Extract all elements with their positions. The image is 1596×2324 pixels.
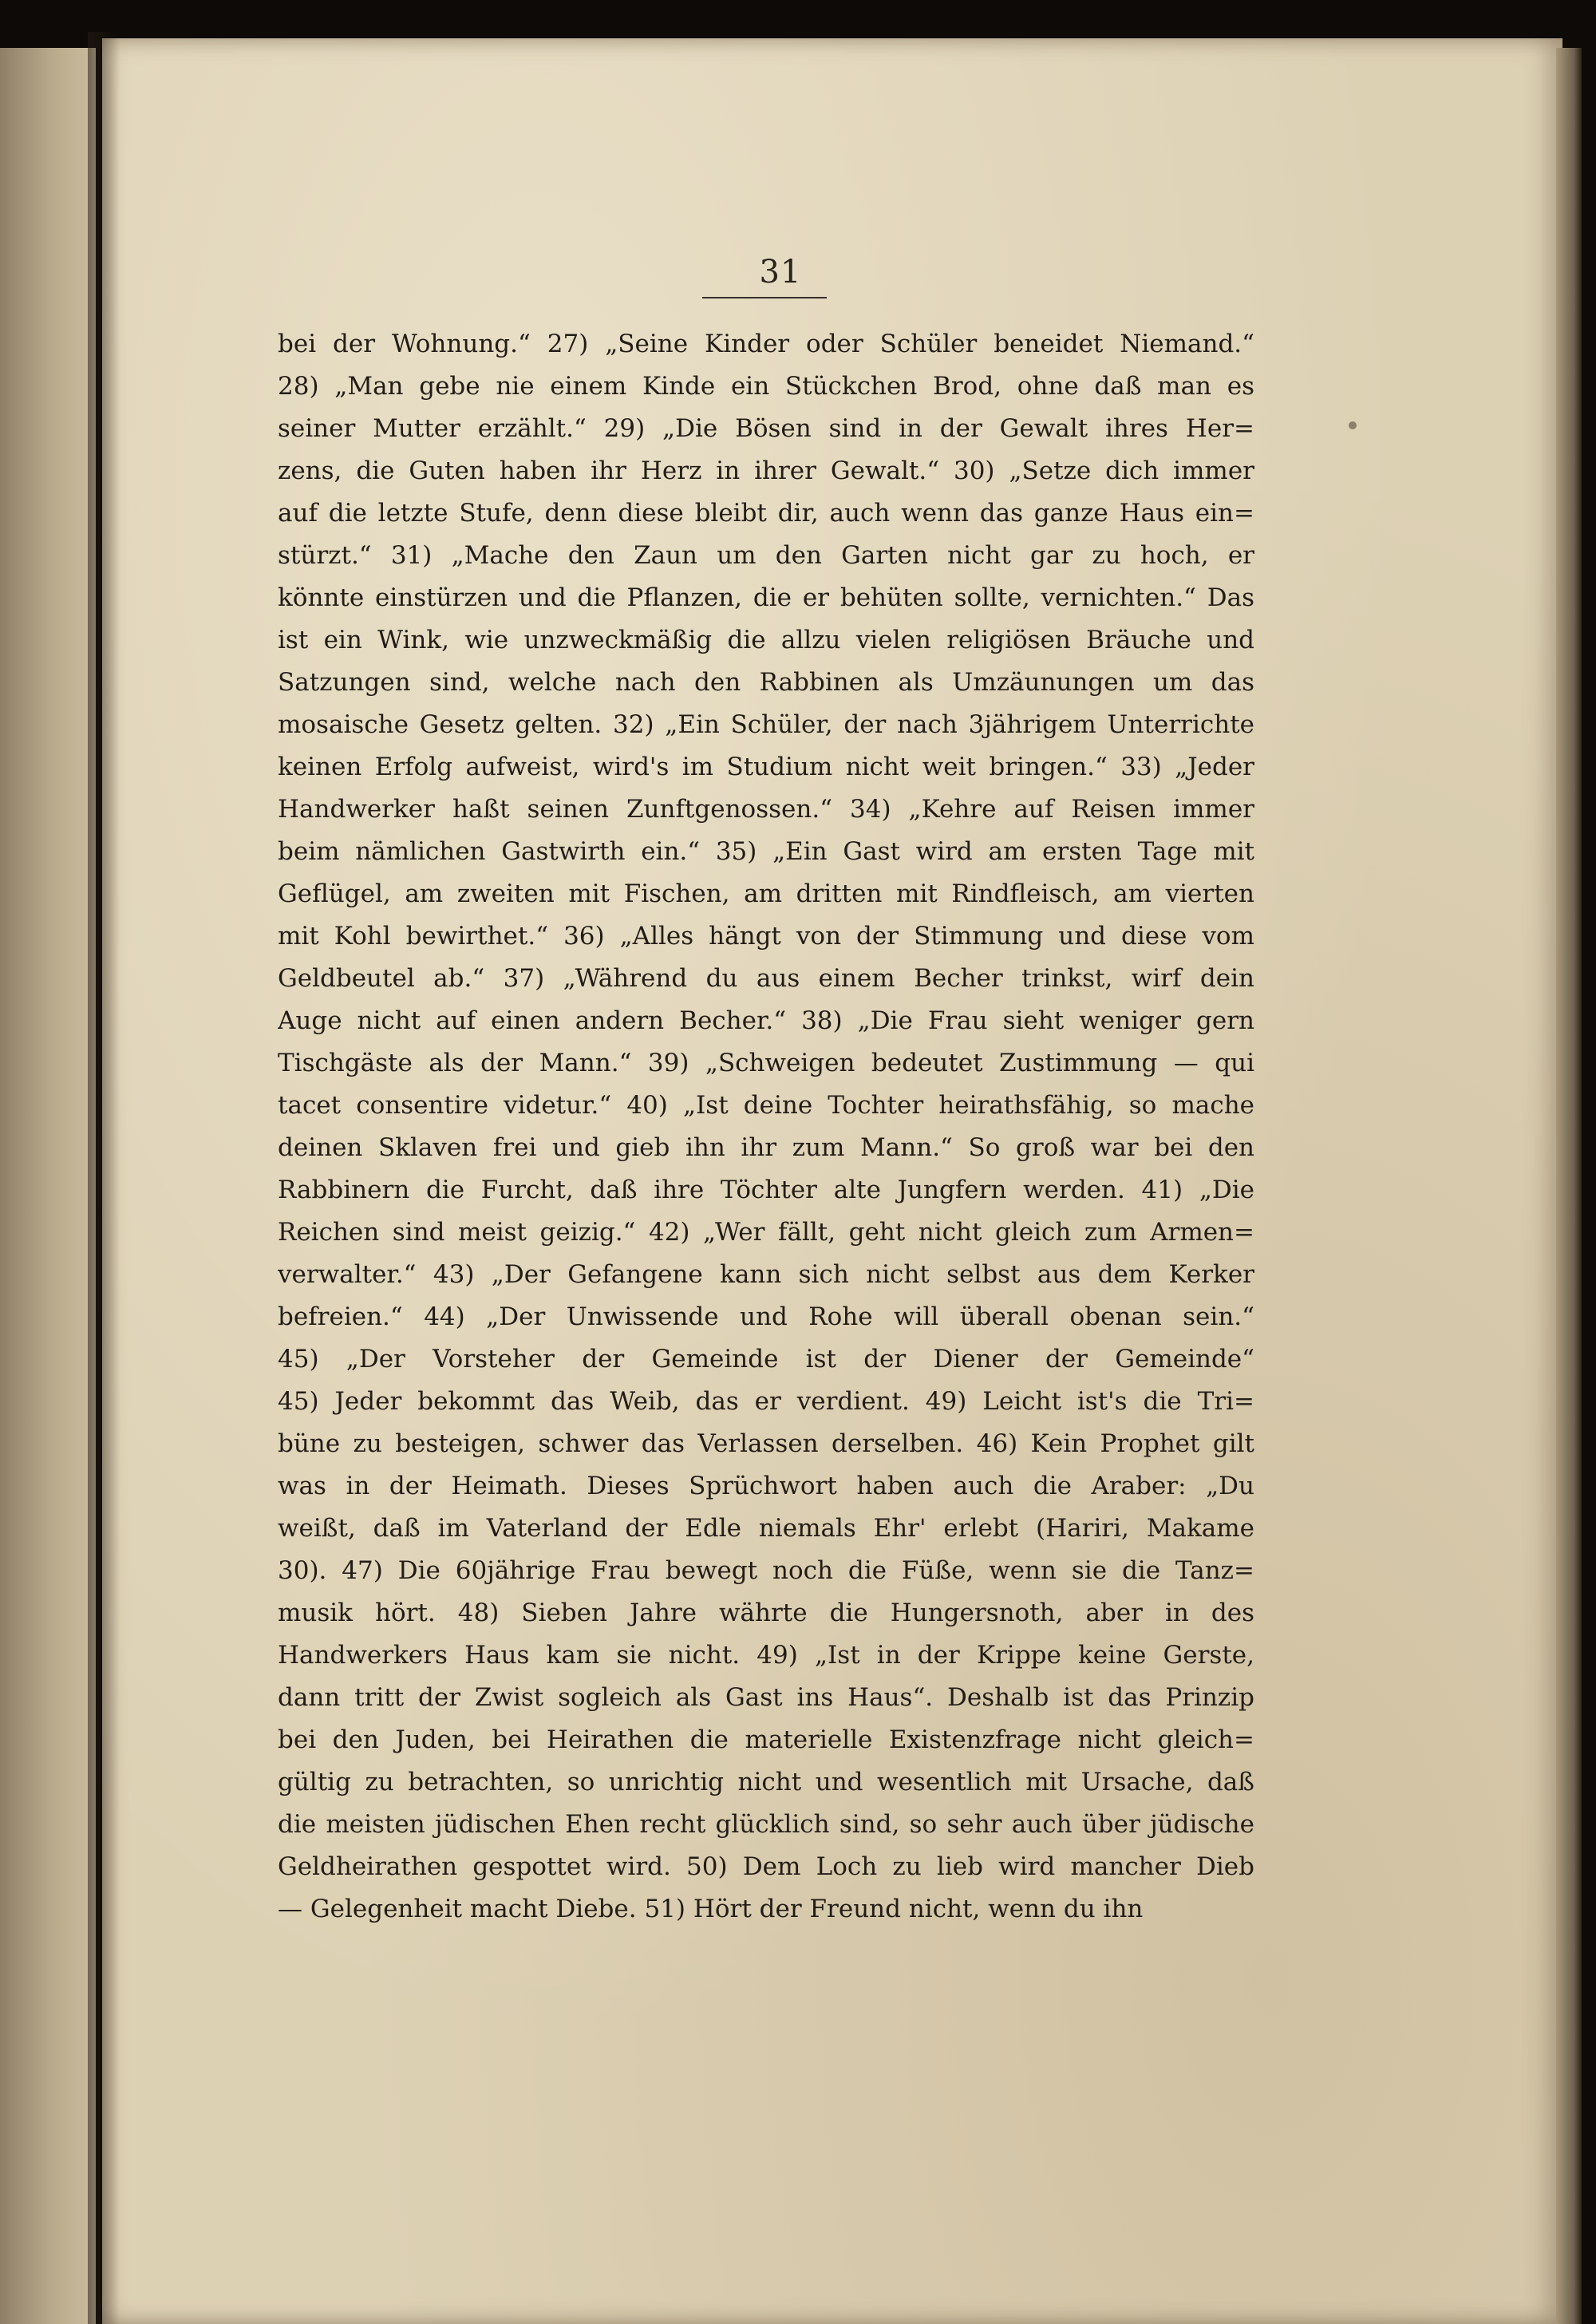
page-edge-right — [1556, 48, 1582, 2324]
text-line: mosaische Gesetz gelten. 32) „Ein Schüler, der nach 3jährigem Unterrichte — [278, 710, 1254, 739]
text-line: weißt, daß im Vaterland der Edle niemals Ehr' erlebt (Hariri, Makame — [278, 1514, 1254, 1543]
text-line: musik hört. 48) Sieben Jahre währte die Hungersnoth, aber in des — [278, 1599, 1254, 1627]
text-line: beim nämlichen Gastwirth ein.“ 35) „Ein Gast wird am ersten Tage mit — [278, 837, 1254, 866]
text-line: deinen Sklaven frei und gieb ihn ihr zum Mann.“ So groß war bei den — [278, 1133, 1254, 1162]
text-line: befreien.“ 44) „Der Unwissende und Rohe will überall obenan sein.“ — [278, 1302, 1254, 1331]
text-line: was in der Heimath. Dieses Sprüchwort haben auch die Araber: „Du — [278, 1472, 1254, 1500]
text-line: 30). 47) Die 60jährige Frau bewegt noch die Füße, wenn sie die Tanz= — [278, 1556, 1254, 1585]
text-line: 28) „Man gebe nie einem Kinde ein Stückchen Brod, ohne daß man es — [278, 372, 1254, 401]
text-line: dann tritt der Zwist sogleich als Gast ins Haus“. Deshalb ist das Prinzip — [278, 1683, 1254, 1712]
text-line: die meisten jüdischen Ehen recht glücklich sind, so sehr auch über jüdische — [278, 1810, 1254, 1839]
text-line: Geldbeutel ab.“ 37) „Während du aus einem Becher trinkst, wirf dein — [278, 964, 1254, 993]
text-line: Handwerkers Haus kam sie nicht. 49) „Ist in der Krippe keine Gerste, — [278, 1641, 1254, 1670]
text-line: Satzungen sind, welche nach den Rabbinen als Umzäunungen um das — [278, 668, 1254, 697]
page-number-rule — [702, 297, 827, 298]
text-line: büne zu besteigen, schwer das Verlassen derselben. 46) Kein Prophet gilt — [278, 1429, 1254, 1458]
text-line: keinen Erfolg aufweist, wird's im Studium nicht weit bringen.“ 33) „Jeder — [278, 753, 1254, 781]
text-line: seiner Mutter erzählt.“ 29) „Die Bösen sind in der Gewalt ihres Her= — [278, 414, 1254, 443]
text-line: Geflügel, am zweiten mit Fischen, am dritten mit Rindfleisch, am vierten — [278, 879, 1254, 908]
text-line: ist ein Wink, wie unzweckmäßig die allzu vielen religiösen Bräuche und — [278, 626, 1254, 654]
text-line: bei den Juden, bei Heirathen die materielle Existenzfrage nicht gleich= — [278, 1725, 1254, 1754]
text-line: 45) „Der Vorsteher der Gemeinde ist der Diener der Gemeinde“ — [278, 1345, 1254, 1373]
text-line: auf die letzte Stufe, denn diese bleibt dir, auch wenn das ganze Haus ein= — [278, 499, 1254, 528]
text-line: — Gelegenheit macht Diebe. 51) Hört der Freund nicht, wenn du ihn — [278, 1895, 1144, 1923]
text-line: tacet consentire videtur.“ 40) „Ist deine Tochter heirathsfähig, so mache — [278, 1091, 1254, 1120]
text-line: mit Kohl bewirthet.“ 36) „Alles hängt von der Stimmung und diese vom — [278, 922, 1254, 951]
text-line: verwalter.“ 43) „Der Gefangene kann sich nicht selbst aus dem Kerker — [278, 1260, 1254, 1289]
text-line: gültig zu betrachten, so unrichtig nicht und wesentlich mit Ursache, daß — [278, 1768, 1254, 1796]
text-line: zens, die Guten haben ihr Herz in ihrer Gewalt.“ 30) „Setze dich immer — [278, 457, 1254, 485]
binding-shadow — [88, 32, 120, 2324]
text-line: könnte einstürzen und die Pflanzen, die er behüten sollte, vernichten.“ Das — [278, 583, 1254, 612]
text-line: stürzt.“ 31) „Mache den Zaun um den Garten nicht gar zu hoch, er — [278, 541, 1254, 570]
paper-smudge — [1349, 421, 1357, 429]
text-line: Geldheirathen gespottet wird. 50) Dem Loch zu lieb wird mancher Dieb — [278, 1852, 1254, 1881]
text-line: Reichen sind meist geizig.“ 42) „Wer fällt, geht nicht gleich zum Armen= — [278, 1218, 1254, 1247]
text-line: 45) Jeder bekommt das Weib, das er verdient. 49) Leicht ist's die Tri= — [278, 1387, 1254, 1416]
facing-page-edge — [0, 48, 96, 2324]
body-text — [278, 323, 1254, 1931]
text-line: Handwerker haßt seinen Zunftgenossen.“ 34) „Kehre auf Reisen immer — [278, 795, 1254, 824]
page-number: 31 — [759, 254, 802, 290]
text-line: Auge nicht auf einen andern Becher.“ 38) „Die Frau sieht weniger gern — [278, 1006, 1254, 1035]
text-line: Rabbinern die Furcht, daß ihre Töchter alte Jungfern werden. 41) „Die — [278, 1176, 1254, 1204]
text-line: Tischgäste als der Mann.“ 39) „Schweigen bedeutet Zustimmung — qui — [278, 1049, 1254, 1077]
text-line: bei der Wohnung.“ 27) „Seine Kinder oder Schüler beneidet Niemand.“ — [278, 330, 1254, 358]
